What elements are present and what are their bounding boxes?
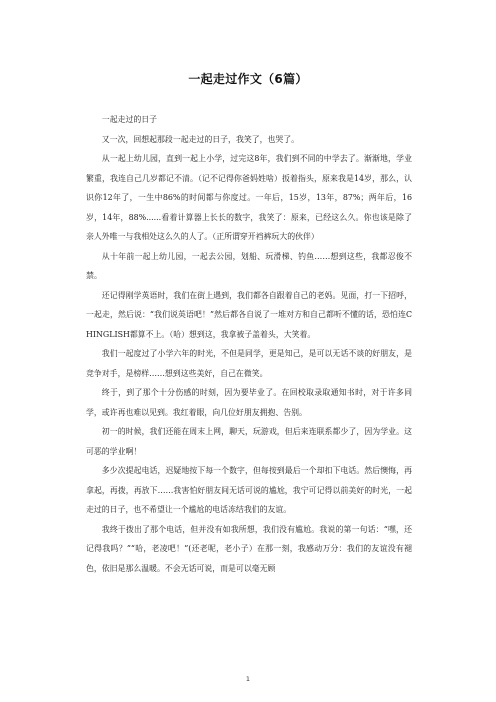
body-paragraph: 初一的时候，我们还能在周末上网，聊天，玩游戏，但后来连联系都少了，因为学业。这可恶的学业啊！ xyxy=(86,427,412,456)
document-body xyxy=(86,110,412,578)
body-paragraph: 从一起上幼儿园，直到一起上小学，过完这8年，我们到不同的中学去了。渐渐地，学业繁重，我连自己几岁都记不清。（记不记得你爸妈姓啥）扳着指头，原来我是14岁，那么，认识你12年了，一生中86%的时间都与你度过。一年后，15岁，13年，87%；两年后，16岁，14年，88%......看着计算器上长长的数字，我笑了：原来，已经这么久。你也该是除了亲人外唯一与我相处这么久的人了。（正所谓穿开裆裤玩大的伙伴） xyxy=(86,154,412,241)
body-paragraph: 终于，到了那个十分伤感的时刻，因为要毕业了。在回校取录取通知书时，对于许多同学，或许再也难以见到。我红着眼，向几位好朋友拥抱、告别。 xyxy=(86,388,412,417)
body-paragraph: 我们一起度过了小学六年的时光，不但是同学，更是知己，是可以无话不谈的好朋友，是竞争对手，是榜样……想到这些美好，自己在微笑。 xyxy=(86,349,412,378)
body-paragraph: 我终于拨出了那个电话，但并没有如我所想，我们没有尴尬。我说的第一句话：“嘿，还记得我吗？”“哈，老凌吧！”(还老呢，老小子）在那一刻，我感动万分：我们的友谊没有褪色，依旧是那么温暖。不会无话可说，而是可以毫无顾 xyxy=(86,524,412,573)
page-number: 1 xyxy=(245,675,251,683)
body-paragraph: 多少次提起电话，迟疑地按下每一个数字，但每按到最后一个却扣下电话。然后懊悔，再拿起，再拨，再放下……我害怕好朋友间无话可说的尴尬，我宁可记得以前美好的时光，一起走过的日子，也不希望让一个尴尬的电话冻结我们的友谊。 xyxy=(86,466,412,514)
subtitle-paragraph: 一起走过的日子 xyxy=(101,115,158,124)
body-paragraph: 从十年前一起上幼儿园，一起去公园，划船、玩滑梯、钓鱼……想到这些，我都忍俊不禁。 xyxy=(86,251,412,280)
body-paragraph: 又一次，回想起那段一起走过的日子，我笑了，也哭了。 xyxy=(101,134,300,144)
body-paragraph: 还记得刚学英语时，我们在街上遇到，我们都各自跟着自己的老妈。见面，打一下招呼，一起走，然后说：“我们说英语吧！”然后都各自说了一堆对方和自己都听不懂的话，恐怕连CHINGLISH都算不上。（哈）想到这，我拿被子盖着头，大笑着。 xyxy=(86,290,412,339)
document-title: 一起走过作文（6篇） xyxy=(188,72,308,86)
